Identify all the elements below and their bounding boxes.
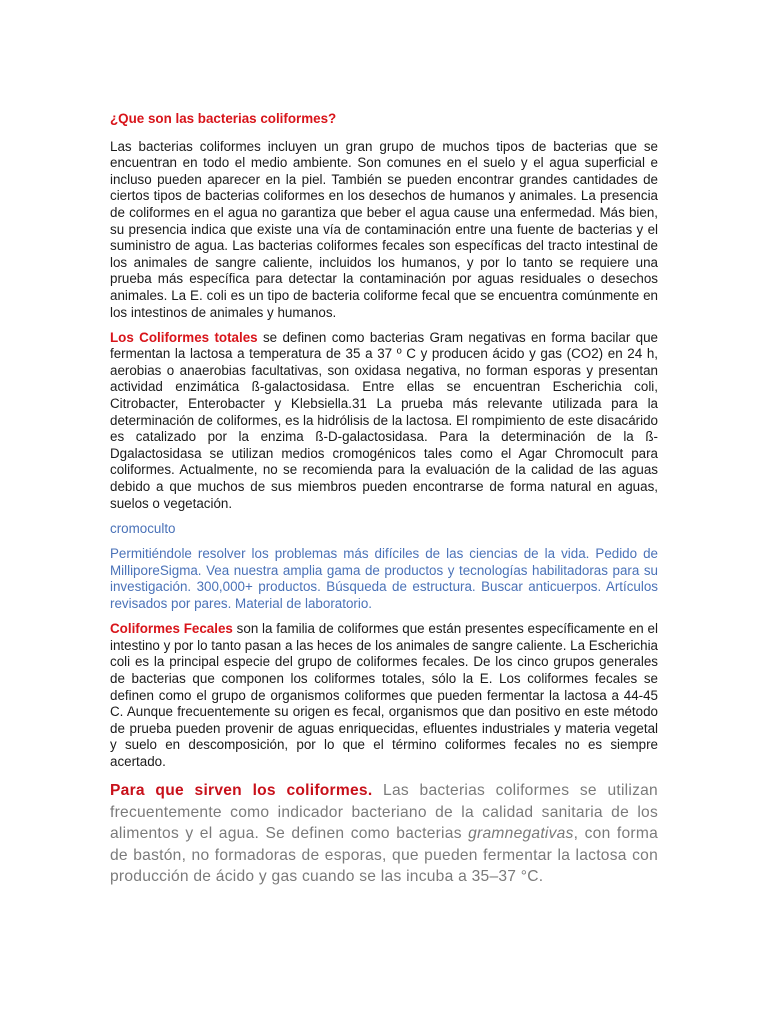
ad-link-title[interactable]: cromoculto [110,520,176,536]
document-body [110,111,658,896]
totales-text: se definen como bacterias Gram negativas en forma bacilar que fermentan la lactosa a temperatura de 35 a 37 º C y producen ácido y gas (CO2) en 24 h, aerobias o anaerobias facultativas, son oxidasa negativa, no forman esporas y presentan actividad enzimática ß-galactosidasa. Entre ellas se encuentran Escherichia coli, Citrobacter, Enterobacter y Klebsiella.31 La prueba más relevante utilizada para la determinación de coliformes, es la hidrólisis de la lactosa. El rompimiento de este disacárido es catalizado por la enzima ß-D-galactosidasa. Para la determinación de la ß-Dgalactosidasa se utilizan medios cromogénicos tales como el Agar Chromocult para coliformes. Actualmente, no se recomienda para la evaluación de la calidad de las aguas debido a que muchos de sus miembros pueden encontrarse de forma natural en aguas, suelos o vegetación. [110,329,658,511]
sirven-paragraph [110,780,658,887]
sirven-text-1: Las bacterias coliformes se utilizan frecuentemente como indicador bacteriano de la calidad sanitaria de los alimentos y el agua. Se definen como bacterias [110,782,658,843]
sirven-text-2: , con forma de bastón, no formadoras de esporas, que pueden fermentar la lactosa con producción de ácido y gas cuando se las incuba a 35–37 °C. [110,825,658,886]
fecales-label: Coliformes Fecales [110,621,233,637]
intro-paragraph: Las bacterias coliformes incluyen un gran grupo de muchos tipos de bacterias que se encuentran en todo el medio ambiente. Son comunes en el suelo y el agua superficial e incluso pueden aparecer en la piel. También se pueden encontrar grandes cantidades de ciertos tipos de bacterias coliformes en los desechos de humanos y animales. La presencia de coliformes en el agua no garantiza que beber el agua cause una enfermedad. Más bien, su presencia indica que existe una vía de contaminación entre una fuente de bacterias y el suministro de agua. Las bacterias coliformes fecales son específicas del tracto intestinal de los animales de sangre caliente, incluidos los humanos, y por lo tanto se requiere una prueba más específica para detectar la contaminación por aguas residuales o desechos animales. La E. coli es un tipo de bacteria coliforme fecal que se encuentra comúnmente en los intestinos de animales y humanos. [110,138,658,320]
sirven-italic-term: gramnegativas [468,825,574,843]
totales-paragraph [110,330,658,513]
totales-label: Los Coliformes totales [110,329,258,345]
ad-paragraph: Permitiéndole resolver los problemas más difíciles de las ciencias de la vida. Pedido de MilliporeSigma. Vea nuestra amplia gama de productos y tecnologías habilitadoras para su investigación. 300,000+ productos. Búsqueda de estructura. Buscar anticuerpos. Artículos revisados por pares. Material de laboratorio. [110,546,658,612]
section-heading: ¿Que son las bacterias coliformes? [110,111,337,126]
fecales-paragraph [110,621,658,770]
fecales-text: son la familia de coliformes que están presentes específicamente en el intestino y por lo tanto pasan a las heces de los animales de sangre caliente. La Escherichia coli es la principal especie del grupo de coliformes fecales. De los cinco grupos generales de bacterias que componen los coliformes totales, sólo la E. Los coliformes fecales se definen como el grupo de organismos coliformes que pueden fermentar la lactosa a 44-45 C. Aunque frecuentemente su origen es fecal, organismos que dan positivo en este método de prueba pueden provenir de aguas enriquecidas, efluentes industriales y materia vegetal y suelo en descomposición, por lo que el término coliformes fecales no es siempre acertado. [110,621,658,769]
sirven-label: Para que sirven los coliformes. [110,782,373,800]
